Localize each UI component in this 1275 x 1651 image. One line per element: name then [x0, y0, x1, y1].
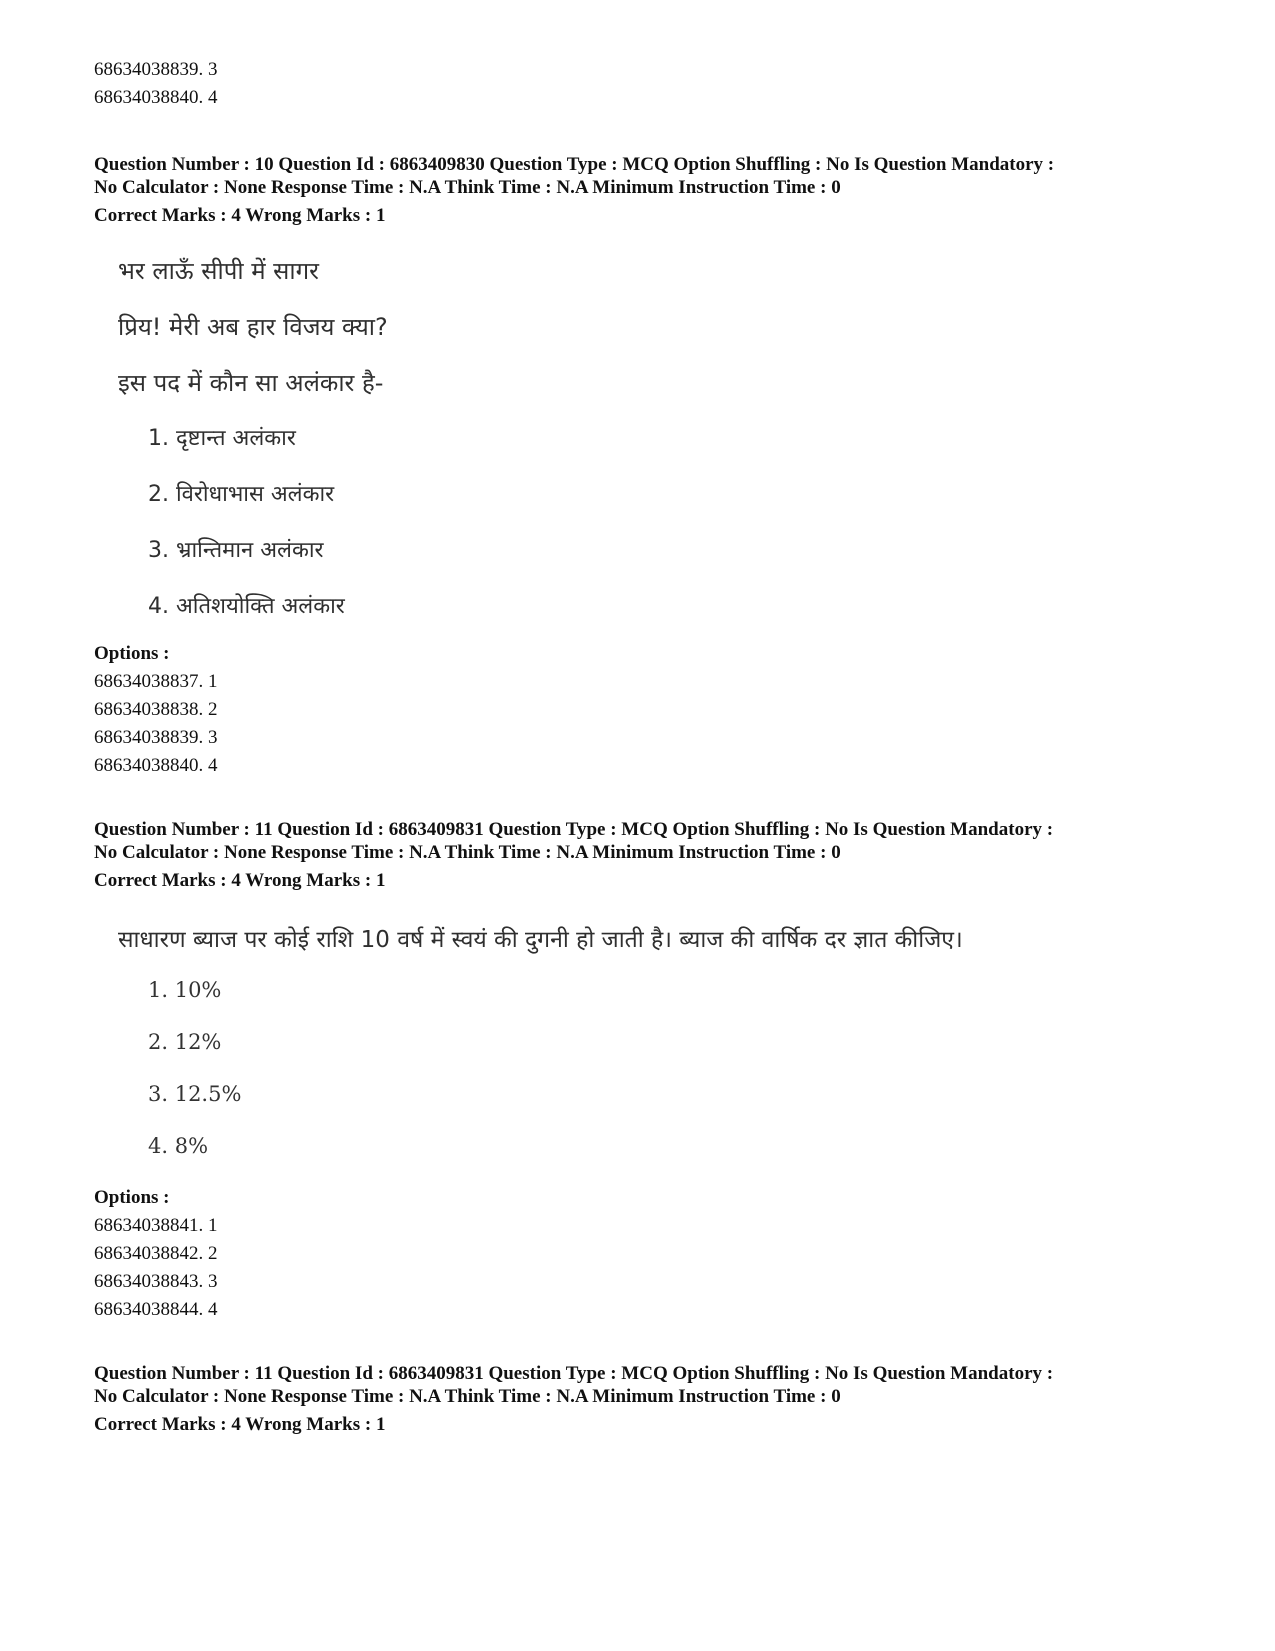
option-id-line: 68634038839. 3 [94, 727, 218, 748]
option-id-line: 68634038844. 4 [94, 1299, 218, 1320]
option-id-line: 68634038839. 3 [94, 59, 218, 80]
options-heading: Options : [94, 1187, 170, 1208]
option-id-line: 68634038842. 2 [94, 1243, 218, 1264]
question-marks: Correct Marks : 4 Wrong Marks : 1 [94, 870, 386, 891]
question-meta-line: Question Number : 11 Question Id : 6863409831 Question Type : MCQ Option Shuffling : No Is Question Mandatory : [94, 1363, 1054, 1384]
option-id-line: 68634038837. 1 [94, 671, 218, 692]
option-id-line: 68634038838. 2 [94, 699, 218, 720]
question-meta-line: No Calculator : None Response Time : N.A Think Time : N.A Minimum Instruction Time : 0 [94, 1386, 841, 1407]
option-id-line: 68634038840. 4 [94, 87, 218, 108]
question-meta-line: No Calculator : None Response Time : N.A Think Time : N.A Minimum Instruction Time : 0 [94, 177, 841, 198]
answer-choice: 3. भ्रान्तिमान अलंकार [148, 538, 324, 563]
answer-choice: 4. 8% [148, 1134, 209, 1158]
option-id-line: 68634038843. 3 [94, 1271, 218, 1292]
answer-choice: 3. 12.5% [148, 1082, 242, 1106]
question-meta-line: No Calculator : None Response Time : N.A Think Time : N.A Minimum Instruction Time : 0 [94, 842, 841, 863]
answer-choice: 2. 12% [148, 1030, 222, 1054]
question-marks: Correct Marks : 4 Wrong Marks : 1 [94, 205, 386, 226]
answer-choice: 4. अतिशयोक्ति अलंकार [148, 594, 345, 619]
question-stem-line: साधारण ब्याज पर कोई राशि 10 वर्ष में स्वयं की दुगनी हो जाती है। ब्याज की वार्षिक दर ज्ञात कीजिए। [118, 927, 963, 953]
question-stem-line: इस पद में कौन सा अलंकार है- [118, 369, 384, 397]
option-id-line: 68634038840. 4 [94, 755, 218, 776]
question-meta-line: Question Number : 11 Question Id : 6863409831 Question Type : MCQ Option Shuffling : No Is Question Mandatory : [94, 819, 1054, 840]
options-heading: Options : [94, 643, 170, 664]
question-marks: Correct Marks : 4 Wrong Marks : 1 [94, 1414, 386, 1435]
answer-choice: 1. 10% [148, 978, 222, 1002]
answer-choice: 2. विरोधाभास अलंकार [148, 482, 335, 507]
question-stem-line: भर लाऊँ सीपी में सागर [118, 257, 319, 285]
option-id-line: 68634038841. 1 [94, 1215, 218, 1236]
answer-choice: 1. दृष्टान्त अलंकार [148, 426, 296, 451]
question-meta-line: Question Number : 10 Question Id : 6863409830 Question Type : MCQ Option Shuffling : No Is Question Mandatory : [94, 154, 1055, 175]
question-stem-line: प्रिय! मेरी अब हार विजय क्या? [118, 313, 388, 341]
